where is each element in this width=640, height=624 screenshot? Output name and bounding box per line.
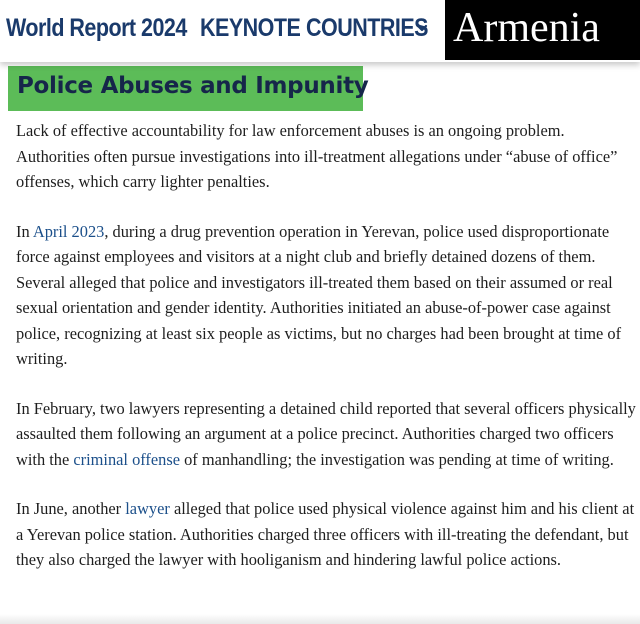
paragraph-4-after: alleged that police used physical violence against him and his client at a Yerevan police station. Authorities charged three officers with ill-treating the defendant, but they also charged the lawyer with hooliganism and hindering lawful police actions. — [16, 499, 635, 569]
paragraph-4 — [16, 496, 636, 573]
paragraph-3-after: of manhandling; the investigation was pending at time of writing. — [180, 449, 614, 469]
section-heading: Police Abuses and Impunity — [17, 73, 369, 99]
paragraph-4-before: In June, another — [16, 499, 126, 518]
april-2023-link[interactable]: April 2023 — [32, 221, 105, 241]
country-title-box — [445, 0, 640, 60]
nav-countries[interactable]: COUNTRIES — [306, 14, 428, 42]
paragraph-1 — [16, 118, 636, 195]
chevron-down-icon[interactable] — [416, 22, 428, 34]
bottom-fade — [0, 614, 640, 624]
paragraph-3 — [16, 396, 636, 473]
criminal-offense-link[interactable]: criminal offense — [73, 449, 181, 469]
section-heading-box — [8, 66, 369, 111]
paragraph-2-after: , during a drug prevention operation in Yerevan, police used disproportionate force against employees and visitors at a night club and briefly detained dozens of them. Several alleged that police and investigators ill-treated them based on their assumed or real sexual orientation and gender identity. Authorities initiated an abuse-of-power case against police, recognizing at least six people as victims, but no charges had been brought at time of writing. — [16, 221, 622, 368]
article-body — [16, 118, 636, 597]
nav-keynote[interactable]: KEYNOTE — [200, 14, 301, 42]
lawyer-link[interactable]: lawyer — [125, 499, 170, 518]
paragraph-3-before: In February, two lawyers representing a detained child reported that several officers physically assaulted them following an argument at a police precinct. Authorities charged two officers with the — [16, 398, 636, 469]
country-title: Armenia — [453, 5, 600, 51]
paragraph-1-text: Lack of effective accountability for law enforcement abuses is an ongoing problem. Authorities often pursue investigations into ill-treatment allegations under “abuse of office” offenses, which carry lighter penalties. — [16, 121, 618, 191]
paragraph-2-before: In — [16, 221, 33, 241]
site-brand-link[interactable]: World Report 2024 — [6, 14, 187, 42]
paragraph-2 — [16, 219, 636, 372]
